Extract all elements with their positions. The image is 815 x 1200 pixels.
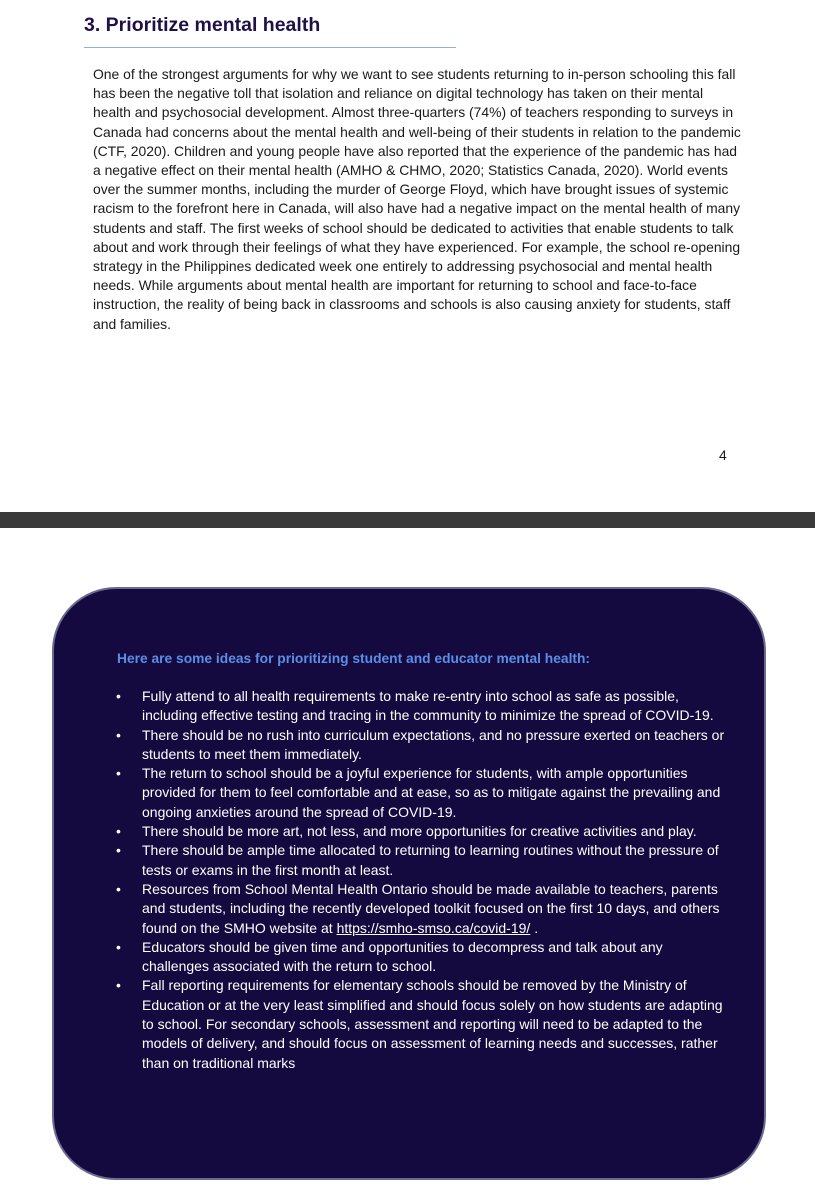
list-item xyxy=(116,687,726,726)
list-item-text: There should be no rush into curriculum expectations, and no pressure exerted on teachers or students to meet them immediately. xyxy=(142,726,725,762)
list-item xyxy=(116,841,726,880)
list-item-text: Fully attend to all health requirements to make re-entry into school as safe as possible, including effective testing and tracing in the community to minimize the spread of COVID-19. xyxy=(142,688,714,724)
list-item-text: There should be ample time allocated to returning to learning routines without the pressure of tests or exams in the first month at least. xyxy=(142,842,719,878)
list-item-text: Educators should be given time and opportunities to decompress and talk about any challenges associated with the return to school. xyxy=(142,938,663,975)
smho-covid-link[interactable]: https://smho-smso.ca/covid-19/ xyxy=(336,919,531,936)
heading-underline xyxy=(84,47,456,48)
bullet-icon: • xyxy=(116,765,121,782)
page-divider xyxy=(0,512,815,528)
list-item xyxy=(116,976,726,1072)
bullet-icon: • xyxy=(116,842,121,859)
list-item-text: The return to school should be a joyful experience for students, with ample opportunities provided for them to feel comfortable and at ease, so as to mitigate against the prevailing and ongoing anxieties around the spread of COVID-19. xyxy=(142,765,721,820)
list-item xyxy=(116,822,726,841)
list-item xyxy=(116,764,726,822)
bullet-icon: • xyxy=(116,880,121,897)
list-item-text: There should be more art, not less, and more opportunities for creative activities and play. xyxy=(142,823,697,840)
bullet-icon: • xyxy=(116,688,121,704)
list-item-resources xyxy=(116,880,726,938)
section-heading: 3. Prioritize mental health xyxy=(84,14,321,36)
body-paragraph: One of the strongest arguments for why we want to see students returning to in-person schooling this fall has been the negative toll that isolation and reliance on digital technology has taken on their mental health and psychosocial development. Almost three-quarters (74%) of teachers responding to surveys in Canada had concerns about the mental health and well-being of their students in relation to the pandemic (CTF, 2020). Children and young people have also reported that the experience of the pandemic has had a negative effect on their mental health (AMHO & CHMO, 2020; Statistics Canada, 2020). World events over the summer months, including the murder of George Floyd, which have brought issues of systemic racism to the forefront here in Canada, will also have had a negative impact on the mental health of many students and staff. The first weeks of school should be dedicated to activities that enable students to talk about and work through their feelings of what they have experienced. For example, the school re-opening strategy in the Philippines dedicated week one entirely to addressing psychosocial and mental health needs. While arguments about mental health are important for returning to school and face-to-face instruction, the reality of being back in classrooms and schools is also causing anxiety for students, staff and families. xyxy=(93,66,741,332)
bullet-icon: • xyxy=(116,977,121,994)
list-item-text-end: . xyxy=(530,919,539,936)
callout-title: Here are some ideas for prioritizing student and educator mental health: xyxy=(117,651,591,666)
list-item xyxy=(116,938,726,977)
document-page xyxy=(0,0,815,512)
list-item xyxy=(116,726,726,765)
list-item-text: Resources from School Mental Health Ontario should be made available to teachers, parents and students, including the recently developed toolkit focused on the first 10 days, and others found on the SMHO website at xyxy=(142,880,720,936)
bullet-icon: • xyxy=(116,823,121,840)
ideas-callout-box xyxy=(52,587,766,1180)
bullet-icon: • xyxy=(116,726,121,743)
page-number: 4 xyxy=(719,447,727,463)
list-item-text: Fall reporting requirements for elementary schools should be removed by the Ministry of Education or at the very least simplified and should focus solely on how students are adapting to school. For secondary schools, assessment and reporting will need to be adapted to the models of delivery, and should focus on assessment of learning needs and successes, rather than on traditional marks xyxy=(142,977,723,1071)
bullet-icon: • xyxy=(116,938,121,955)
ideas-list xyxy=(116,687,726,1073)
